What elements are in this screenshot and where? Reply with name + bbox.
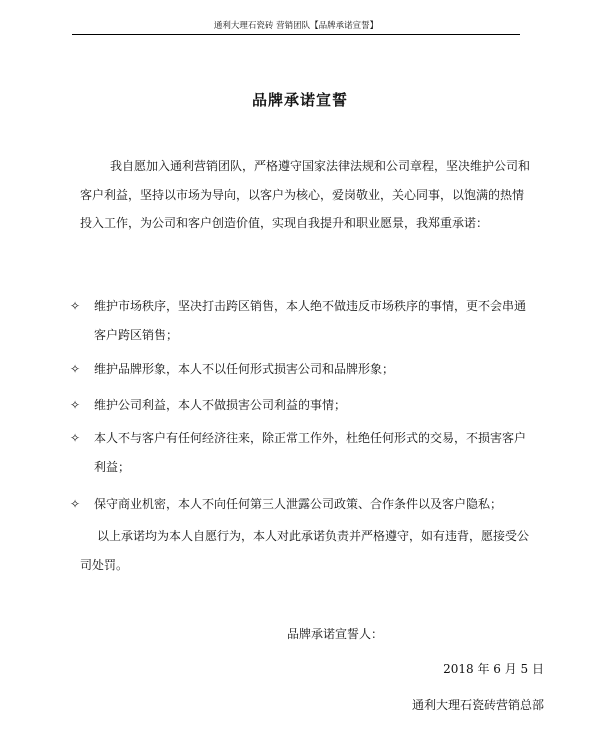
- diamond-bullet-icon: ✧: [70, 299, 81, 313]
- pledge-item: [70, 292, 530, 349]
- pledge-text: 本人不与客户有任何经济往来，除正常工作外，杜绝任何形式的交易，不损害客户利益；: [94, 431, 527, 474]
- pledge-text: 维护公司利益，本人不做损害公司利益的事情；: [94, 398, 347, 412]
- closing-paragraph: 以上承诺均为本人自愿行为，本人对此承诺负责并严格遵守，如有违背，愿接受公司处罚。: [80, 529, 530, 572]
- document-title: 品牌承诺宣誓: [251, 91, 348, 109]
- diamond-bullet-icon: ✧: [70, 362, 81, 376]
- signatory-label: 品牌承诺宣誓人：: [287, 627, 384, 641]
- pledge-item: [70, 490, 530, 519]
- pledge-item: [70, 424, 530, 481]
- pledge-item: [70, 391, 530, 420]
- company-name: 通利大理石瓷砖营销总部: [411, 698, 544, 712]
- pledge-text: 维护市场秩序，坚决打击跨区销售，本人绝不做违反市场秩序的事情，更不会串通客户跨区销售；: [94, 299, 527, 342]
- intro-paragraph: 我自愿加入通利营销团队，严格遵守国家法律法规和公司章程，坚决维护公司和客户利益，坚持以市场为导向，以客户为核心，爱岗敬业，关心同事，以饱满的热情投入工作，为公司和客户创造价值，实现自我提升和职业愿景，我郑重承诺：: [80, 159, 531, 230]
- diamond-bullet-icon: ✧: [70, 398, 81, 412]
- diamond-bullet-icon: ✧: [70, 497, 81, 511]
- pledge-item: [70, 355, 530, 384]
- diamond-bullet-icon: ✧: [70, 431, 81, 445]
- header-text: 通利大理石瓷砖 营销团队【品牌承诺宣誓】: [213, 21, 379, 31]
- pledge-text: 维护品牌形象，本人不以任何形式损害公司和品牌形象；: [94, 362, 395, 376]
- pledge-text: 保守商业机密，本人不向任何第三人泄露公司政策、合作条件以及客户隐私；: [94, 497, 503, 511]
- page-header: [72, 18, 520, 35]
- signature-date: 2018 年 6 月 5 日: [443, 662, 544, 676]
